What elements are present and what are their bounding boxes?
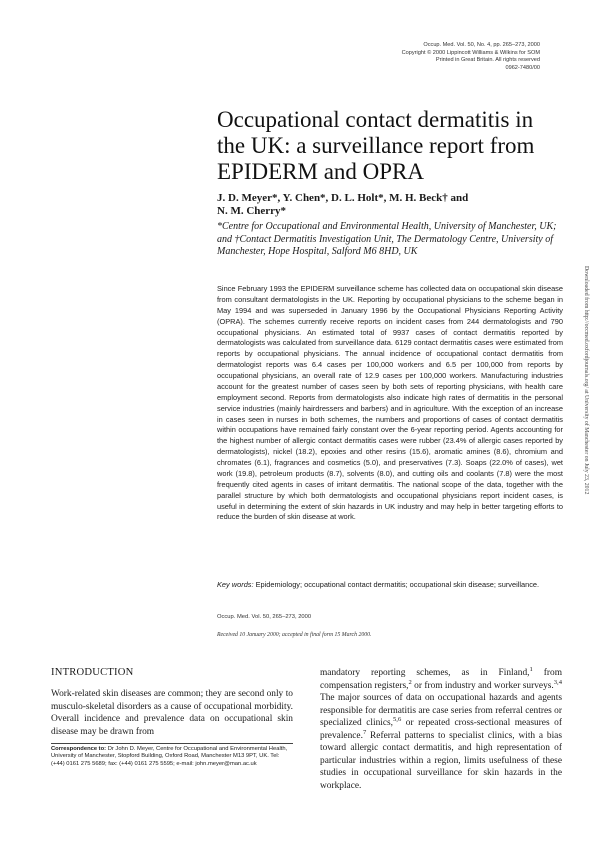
ref-1: 1 <box>529 665 533 673</box>
intro-column-1: Work-related skin diseases are common; they are second only to musculo-skeletal disorders as a cause of occupational morbidity. Overall incidence and prevalence data on occupational skin disease may be drawn from <box>51 689 293 737</box>
received-line: Received 10 January 2000; accepted in final form 15 March 2000. <box>217 632 372 638</box>
intro-text-c: or from industry and worker surveys. <box>411 680 554 691</box>
keywords-label: Key words: <box>217 580 254 589</box>
article-title: Occupational contact dermatitis in the UK: a surveillance report from EPIDERM and OPRA <box>217 107 535 184</box>
intro-text-b: from compensation registers, <box>320 668 562 691</box>
author-line-2: N. M. Cherry* <box>217 205 287 217</box>
affiliation: *Centre for Occupational and Environmental Health, University of Manchester, UK; and †Contact Dermatitis Investigation Unit, The Dermatology Centre, University of Manchester, Hope Hospital, Salford M6 8HD, UK <box>217 221 557 258</box>
keywords-text: Epidemiology; occupational contact dermatitis; occupational skin disease; surveillance. <box>255 580 540 589</box>
ref-2: 2 <box>408 678 412 686</box>
correspondence-text: Dr John D. Meyer, Centre for Occupational and Environmental Health, University of Manchester, Stopford Building, Oxford Road, Manchester M13 9PT, UK. Tel: (+44) 0161 275 5689; fax: (+44) 0161 275 5595; e-mail: john.meyer@man.ac.uk <box>51 746 288 767</box>
journal-header <box>402 42 540 72</box>
author-line-1: J. D. Meyer*, Y. Chen*, D. L. Holt*, M. H. Beck† and <box>217 192 469 204</box>
abstract: Since February 1993 the EPIDERM surveillance scheme has collected data on occupational skin disease from consultant dermatologists in the UK. Reporting by occupational physicians to the scheme began in May 1994 and was superseded in January 1996 by the Occupational Physicians Reporting Activity (OPRA). The schemes currently receive reports on incident cases from 244 dermatologists and 790 occupational physicians. An estimated total of 9937 cases of contact dermatitis reported by dermatologists was calculated from surveillance data. 6129 contact dermatitis cases were estimated from reports by occupational physicians. The annual incidence of occupational contact dermatitis from dermatologist reports was 6.4 cases per 100,000 workers and 6.5 per 100,000 from reports by occupational physicians, an overall rate of 12.9 cases per 100,000 workers. Manufacturing industries account for the greatest number of cases seen by both sets of reporting physicians, with health care employment second. Reports from dermatologists also indicate high rates of dermatitis in the personal service industries (mainly hairdressers and barbers) and in agriculture. With the exception of an increase in cases seen in nurses in both schemes, the numbers and proportions of cases of contact dermatitis within occupations have remained fairly constant over the 6-year reporting period. Agents accounting for the highest number of allergic contact dermatitis cases were rubber (23.4% of allergic cases reported by dermatologists), nickel (18.2), epoxies and other resins (15.6), aromatic amines (8.6), chromium and chromates (6.1), fragrances and cosmetics (5.0), and preservatives (7.3). Soaps (22.0% of cases), wet work (19.8), petroleum products (8.7), solvents (8.0), and cutting oils and coolants (7.8) were the most frequently cited agents in cases of irritant dermatitis. The national scope of the data, together with the parallel structure by which both dermatologists and occupational physicians report incident cases, is useful in determining the extent of skin hazards in UK industry and may help in better targeting efforts to reduce the burden of skin disease at work. <box>217 284 563 522</box>
correspondence-note <box>51 746 293 768</box>
printed-line: Printed in Great Britain. All rights reserved <box>435 57 540 64</box>
journal-citation: Occup. Med. Vol. 50, No. 4, pp. 265–273, 2000 <box>423 42 540 48</box>
download-sidebar <box>581 266 591 606</box>
intro-column-2 <box>320 667 562 792</box>
correspondence-label: Correspondence to: <box>51 746 107 752</box>
citation-line: Occup. Med. Vol. 50, 265–273, 2000 <box>217 614 312 620</box>
intro-text-e: or repeated cross-sectional measures of prevalence. <box>320 718 562 741</box>
footnote-divider <box>51 743 293 744</box>
issn-line: 0962-7480/00 <box>505 64 540 71</box>
download-sidebar-text: Downloaded from http://occmed.oxfordjournals.org/ at University of Manchester on July 23, 2012 <box>583 266 589 495</box>
intro-text-d: The major sources of data on occupational hazards and agents responsible for dermatitis are case series from referral centres or specialized clinics, <box>320 693 562 728</box>
ref-4: 5,6 <box>393 715 402 723</box>
keywords <box>217 580 563 591</box>
copyright-line: Copyright © 2000 Lippincott Williams & Wilkins for SOM <box>401 49 540 56</box>
author-list <box>217 192 562 218</box>
intro-text-f: Referral patterns to specialist clinics, with a bias toward allergic contact dermatitis, and high representation of particular industries within a region, limits usefulness of these studies in occupational surveillance for skin hazards in the workplace. <box>320 730 562 791</box>
section-heading-introduction: INTRODUCTION <box>51 667 134 678</box>
intro-text-a: mandatory reporting schemes, as in Finland, <box>320 668 530 678</box>
ref-3: 3,4 <box>553 678 562 686</box>
ref-5: 7 <box>362 728 367 736</box>
